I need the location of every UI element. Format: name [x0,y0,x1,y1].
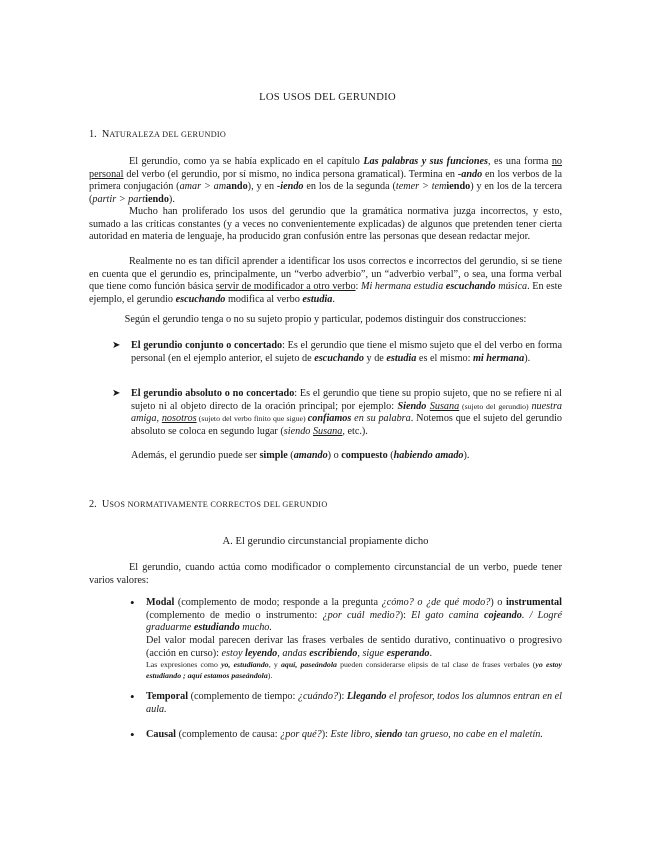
section-1-number: 1. [89,129,97,140]
value-causal: Causal (complemento de causa: ¿por qué?): Este libro, siendo tan grueso, no cabe en el maletín. [146,729,543,740]
bullet-dot-icon: • [130,595,135,610]
bullet-dot-icon: • [130,689,135,704]
value-modal: Modal (complemento de modo; responde a la pregunta ¿cómo? o ¿de qué modo?) o instrumental (complemento de medio o instrumento: ¿por cuál medio?): El gato camina cojeando. / Logré graduarme estudiando mucho. [146,597,563,634]
document-title: LOS USOS DEL GERUNDIO [259,92,396,103]
paragraph-3: Realmente no es tan difícil aprender a identificar los usos correctos e incorrectos del gerundio, si se tiene en cuenta que el gerundio es, principalmente, un “verbo adverbio”, un “adverbio verbal”, o sea, una forma verbal que tiene como función básica servir de modificador a otro verbo: Mi hermana estudia escuchando música. En este ejemplo, el gerundio escuchando modifica al verbo estudia. [89,256,563,305]
section-2-heading-cap: U [101,499,110,510]
section-2-paragraph-1: El gerundio, cuando actúa como modificador o complemento circunstancial de un verbo, puede tener varios valores: [89,562,562,586]
arrow-bullet-icon: ➤ [112,388,121,399]
subheading-a: A. El gerundio circunstancial propiamente dicho [222,536,429,547]
value-modal-note: Las expresiones como yo, estudiando, y aquí, paseándola pueden considerarse elipsis de tal clase de frases verbales (yo estoy estudiando ; aquí estamos paseándola). [146,660,563,680]
section-2-heading [89,499,328,512]
section-2-heading-rest: SOS NORMATIVAMENTE CORRECTOS DEL GERUNDIO [109,500,328,509]
paragraph-5: Además, el gerundio puede ser simple (amando) o compuesto (habiendo amado). [131,450,470,461]
arrow-bullet-icon: ➤ [112,340,121,351]
construction-item-concertado: El gerundio conjunto o concertado: Es el gerundio que tiene el mismo sujeto que el del verbo en forma personal (en el ejemplo anterior, el sujeto de escuchando y de estudia es el mismo: mi hermana). [131,340,562,364]
section-1-heading [89,129,226,142]
value-modal-extra: Del valor modal parecen derivar las frases verbales de sentido durativo, continuativo o progresivo (acción en curso): estoy leyendo, andas escribiendo, sigue esperando. [146,635,562,659]
section-1-heading-cap: N [101,129,110,140]
bullet-dot-icon: • [130,727,135,742]
construction-item-absoluto: El gerundio absoluto o no concertado: Es el gerundio que tiene su propio sujeto, que no se refiere ni al sujeto ni al objeto directo de la oración principal; por ejemplo: Siendo Susana (sujeto del gerundio) nuestra amiga, nosotros (sujeto del verbo finito que sigue) confiamos en su palabra. Notemos que el sujeto del gerundio absoluto se coloca en segundo lugar (siendo Susana, etc.). [131,388,563,437]
section-2-number: 2. [89,499,97,510]
paragraph-1: El gerundio, como ya se había explicado en el capítulo Las palabras y sus funciones, es una forma no personal del verbo (el gerundio, por sí mismo, no indica persona gramatical). Termina en -ando en los verbos de la primera conjugación (amar > amando), y en -iendo en los de la segunda (temer > temiendo) y en los de la tercera (partir > partiendo). [89,156,563,205]
paragraph-4: Según el gerundio tenga o no su sujeto propio y particular, podemos distinguir dos construcciones: [124,314,527,325]
section-1-heading-rest: ATURALEZA DEL GERUNDIO [109,130,227,139]
paragraph-2: Mucho han proliferado los usos del gerundio que la gramática normativa juzga incorrectos, y esto, sumado a las críticas constantes (y a veces no convenientemente explicadas) de algunos que pretenden tener cierta autoridad en materia de lenguaje, ha producido gran confusión entre las personas que desean redactar mejor. [89,206,562,243]
value-temporal: Temporal (complemento de tiempo: ¿cuándo?): Llegando el profesor, todos los alumnos entran en el aula. [146,691,562,715]
